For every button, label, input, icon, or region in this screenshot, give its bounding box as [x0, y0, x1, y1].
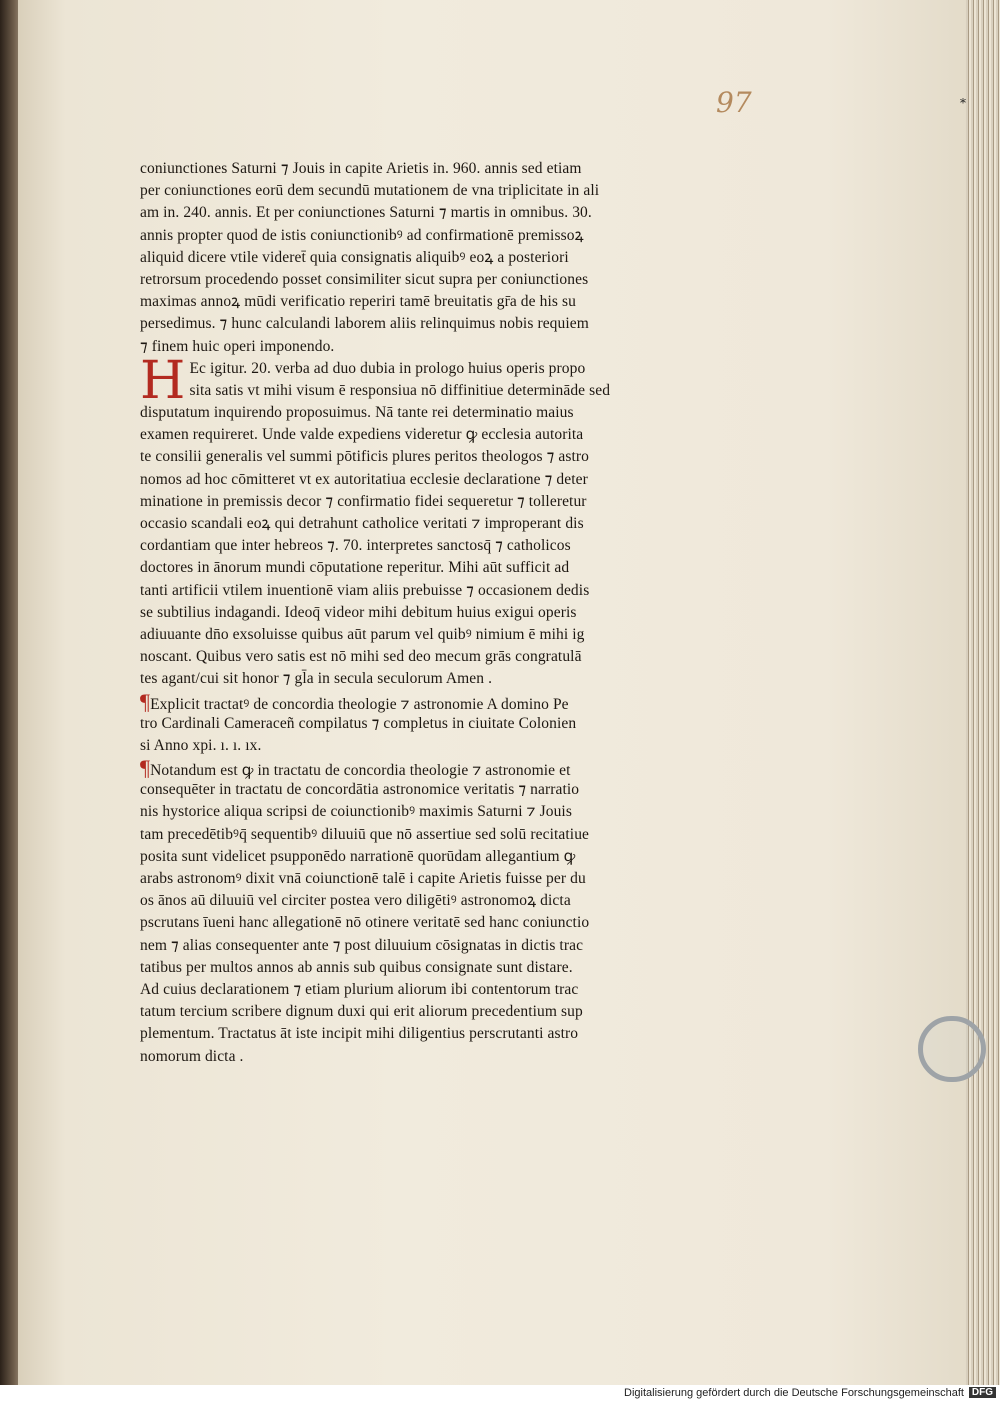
- text-line: cordantiam que inter hebreos ⁊. 70. interpretes sanctosq̄ ⁊ catholicos: [140, 537, 571, 555]
- page-fore-edge: [966, 0, 1000, 1385]
- notandum-paragraph: [140, 757, 740, 1068]
- text-line: minatione in premissis decor ⁊ confirmatio fidei sequeretur ⁊ tolleretur: [140, 492, 587, 510]
- digitization-credit: Digitalisierung gefördert durch die Deutsche Forschungsgemeinschaft: [624, 1387, 964, 1399]
- text-line: retrorsum procedendo posset consimiliter sicut supra per coniunctiones: [140, 270, 589, 288]
- text-line: per coniunctiones eorū dem secundū mutationem de vna triplicitate in ali: [140, 182, 600, 200]
- pilcrow-icon: ¶: [140, 757, 151, 780]
- margin-mark: *: [960, 96, 966, 110]
- text-line: si Anno xpi. ı. ı. ıx.: [140, 736, 262, 754]
- explicit-text: Explicit tractatꝰ de concordia theologie ⁊ astronomie A domino Pe: [150, 695, 569, 713]
- text-line: annis propter quod de istis coniunctionibꝰ ad confirmationē premissoꝝ: [140, 226, 584, 244]
- footer-bar: [0, 1385, 1000, 1404]
- dfg-logo: DFG: [969, 1387, 996, 1398]
- text-line: tatibus per multos annos ab annis sub quibus consignate sunt distare.: [140, 958, 573, 976]
- text-line: nomorum dicta .: [140, 1047, 244, 1065]
- text-line: nomos ad hoc cōmitteret vt ex autoritatiua ecclesie declaratione ⁊ deter: [140, 470, 588, 488]
- text-line: tam precedētibꝰq̄ sequentibꝰ diluuiū que nō assertiue sed solū recitatiue: [140, 825, 590, 843]
- text-line: persedimus. ⁊ hunc calculandi laborem aliis relinquimus nobis requiem: [140, 315, 589, 333]
- rubricated-initial: H: [140, 350, 186, 411]
- text-line: [140, 757, 740, 779]
- paragraph-part1: [140, 158, 740, 358]
- text-line: os ānos aū diluuiū vel circiter postea vero diligētiꝰ astronomoꝝ dicta: [140, 892, 571, 910]
- text-line: plementum. Tractatus āt iste incipit mihi diligentius perscrutanti astro: [140, 1025, 579, 1043]
- text-line: se subtilius indagandi. Ideoq̄ videor mihi debitum huius exigui operis: [140, 603, 577, 621]
- text-line: tes agant/cui sit honor ⁊ gl̄a in secula seculorum Amen .: [140, 670, 493, 688]
- pilcrow-icon: ¶: [140, 690, 151, 713]
- text-line: ⁊ finem huic operi imponendo.: [140, 337, 335, 355]
- text-line: doctores in ānorum mundi cōputatione reperitur. Mihi aūt sufficit ad: [140, 559, 570, 577]
- text-line: [140, 691, 740, 713]
- text-line: occasio scandali eoꝝ qui detrahunt catholice veritati ⁊ improperant dis: [140, 515, 584, 532]
- incunable-text: [140, 158, 740, 1068]
- explicit-paragraph: [140, 691, 740, 758]
- text-line: posita sunt videlicet psupponēdo narrationē quorūdam allegantium ꝙ: [140, 847, 576, 865]
- text-line: tatum tercium scribere dignum duxi qui erit aliorum precedentium sup: [140, 1003, 583, 1021]
- folio-number: 97: [716, 86, 752, 119]
- text-line: am in. 240. annis. Et per coniunctiones Saturni ⁊ martis in omnibus. 30.: [140, 204, 592, 222]
- text-line: adiuuante dn̄o exsoluisse quibus aūt parum vel quibꝰ nimium ē mihi ig: [140, 625, 585, 643]
- text-line: maximas annoꝝ mūdi verificatio reperiri tamē breuitatis gr̄a de his su: [140, 293, 576, 311]
- text-line: sita satis vt mihi visum ē responsiua nō diffinitiue determināde sed: [189, 381, 611, 399]
- text-line: arabs astronomꝰ dixit vnā coiunctionē talē i capite Arietis fuisse per du: [140, 870, 586, 887]
- text-line: Ad cuius declarationem ⁊ etiam plurium aliorum ibi contentorum trac: [140, 980, 579, 998]
- text-line: nis hystorice aliqua scripsi de coiunctionibꝰ maximis Saturni ⁊ Jouis: [140, 803, 572, 821]
- notandum-text: Notandum est ꝙ in tractatu de concordia theologie ⁊ astronomie et: [150, 762, 571, 780]
- text-line: coniunctiones Saturni ⁊ Jouis in capite Arietis in. 960. annis sed etiam: [140, 160, 582, 177]
- text-line: nem ⁊ alias consequenter ante ⁊ post diluuium cōsignatas in dictis trac: [140, 936, 584, 954]
- text-line: consequēter in tractatu de concordātia astronomice veritatis ⁊ narratio: [140, 781, 580, 799]
- text-line: tanti artificii vtilem inuentionē viam aliis prebuisse ⁊ occasionem dedis: [140, 581, 590, 599]
- paper-clip-icon: [918, 1016, 986, 1082]
- text-line: tro Cardinali Cameraceñ compilatus ⁊ completus in ciuitate Colonien: [140, 714, 577, 732]
- text-line: examen requireret. Unde valde expediens videretur ꝙ ecclesia autorita: [140, 426, 584, 444]
- paragraph-part2: [140, 350, 740, 691]
- text-line: disputatum inquirendo proposuimus. Nā tante rei determinatio maius: [140, 404, 574, 422]
- text-line: aliquid dicere vtile videret̄ quia consignatis aliquibꝰ eoꝝ a posteriori: [140, 248, 569, 266]
- text-line: Ec igitur. 20. verba ad duo dubia in prologo huius operis propo: [189, 359, 586, 377]
- text-line: noscant. Quibus vero satis est nō mihi sed deo mecum grās congratulā: [140, 648, 582, 666]
- text-line: pscrutans īueni hanc allegationē nō otinere veritatē sed hanc coniunctio: [140, 914, 590, 932]
- text-line: te consilii generalis vel summi pōtificis plures peritos theologos ⁊ astro: [140, 448, 590, 466]
